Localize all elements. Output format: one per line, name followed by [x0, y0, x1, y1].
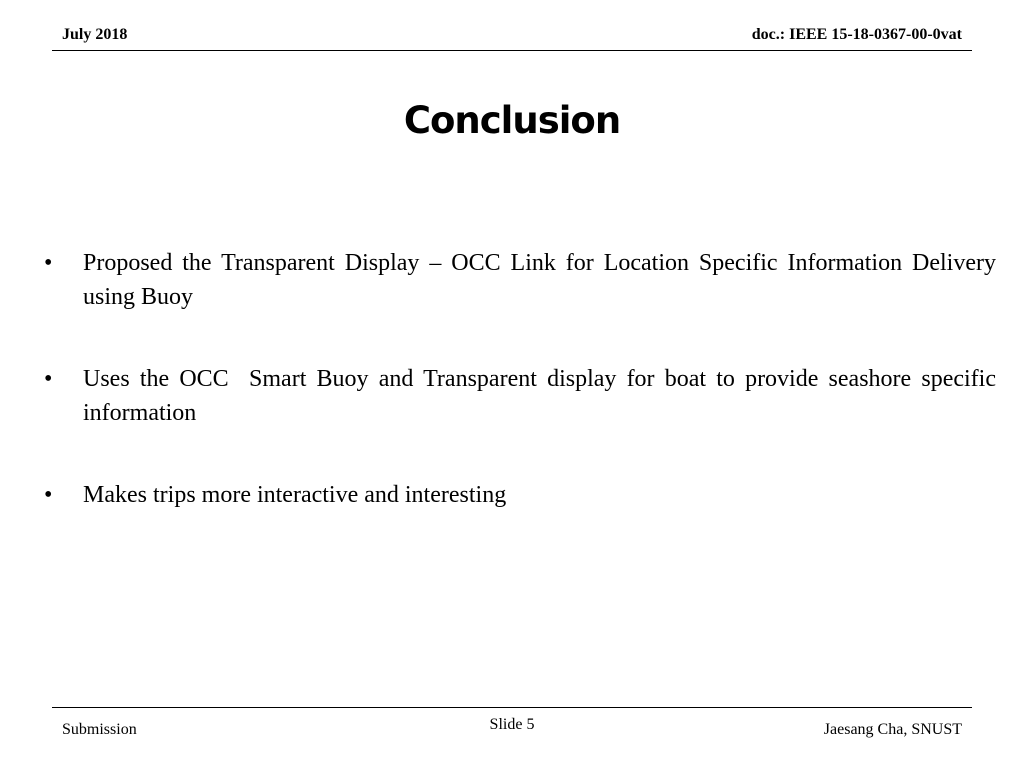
- footer-slide-number: Slide 5: [489, 716, 535, 733]
- slide-title: Conclusion: [403, 99, 621, 142]
- header-date: July 2018: [62, 26, 128, 43]
- bullet-marker: •: [44, 482, 53, 508]
- bullet-marker: •: [44, 366, 53, 392]
- bullet-item-2: [44, 362, 1002, 430]
- footer-submission: Submission: [62, 721, 137, 738]
- footer-divider: [52, 707, 972, 708]
- bullet-text-1: Proposed the Transparent Display – OCC Link for Location Specific Information Delivery using Buoy: [83, 250, 996, 310]
- header-divider: [52, 50, 972, 51]
- bullet-list: [44, 246, 1002, 560]
- bullet-text-2: Uses the OCC Smart Buoy and Transparent display for boat to provide seashore specific information: [83, 366, 1002, 426]
- bullet-text-3: Makes trips more interactive and interesting: [83, 482, 507, 508]
- bullet-item-3: [44, 478, 996, 512]
- bullet-item-1: [44, 246, 996, 314]
- header-doc-id: doc.: IEEE 15-18-0367-00-0vat: [751, 26, 962, 43]
- footer-author: Jaesang Cha, SNUST: [823, 721, 962, 738]
- bullet-marker: •: [44, 250, 53, 276]
